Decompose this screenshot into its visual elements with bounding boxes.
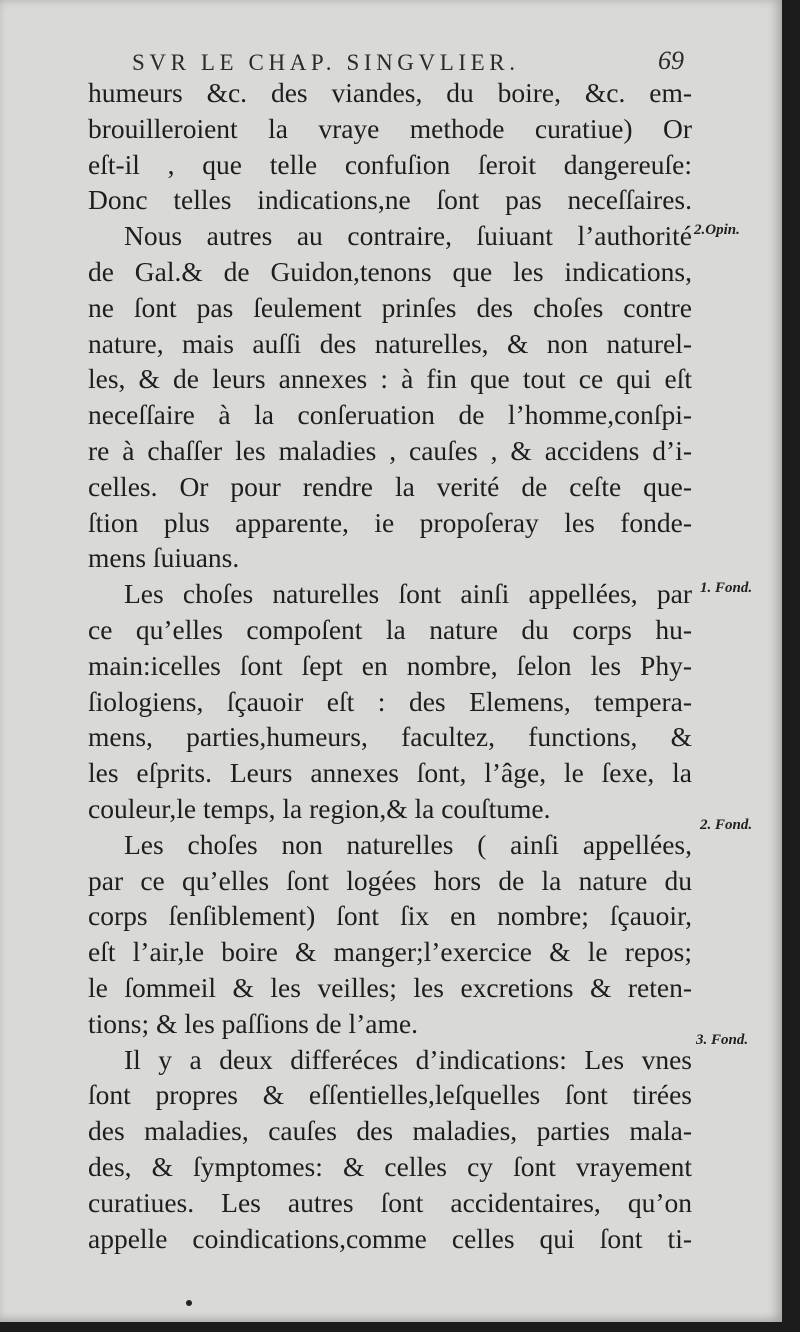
text-line: ne ſont pas ſeulement prinſes des choſes contre (88, 291, 692, 323)
text-line: main:icelles ſont ſept en nombre, ſelon les Phy- (88, 649, 692, 681)
text-line: Nous autres au contraire, ſuiuant l’authorité (124, 220, 692, 252)
text-line: les, & de leurs annexes : à fin que tout ce qui eſt (88, 363, 692, 395)
margin-note: 2. Fond. (700, 817, 753, 833)
margin-note: 3. Fond. (696, 1032, 749, 1048)
text-line: ſtion plus apparente, ie propoſeray les fonde- (88, 506, 692, 538)
text-line: par ce qu’elles ſont logées hors de la nature du (88, 864, 692, 896)
body-text (88, 75, 692, 1256)
ink-speck (186, 1300, 192, 1306)
text-line: Les choſes non naturelles ( ainſi appellées, (124, 828, 692, 860)
text-line: neceſſaire à la conſeruation de l’homme,conſpi- (88, 399, 692, 431)
margin-note: 2.Opin. (694, 222, 740, 238)
text-line: des, & ſymptomes: & celles cy ſont vrayement (88, 1150, 692, 1182)
text-line: les eſprits. Leurs annexes ſont, l’âge, le ſexe, la (88, 757, 692, 789)
text-line: eſt l’air,le boire & manger;l’exercice & le repos; (88, 936, 692, 968)
text-line: Il y a deux differéces d’indications: Les vnes (124, 1043, 692, 1075)
text-line: humeurs &c. des viandes, du boire, &c. em- (88, 77, 692, 108)
text-line: de Gal.& de Guidon,tenons que les indications, (88, 255, 692, 287)
text-line: celles. Or pour rendre la verité de ceſte que- (88, 470, 692, 502)
text-line: couleur,le temps, la region,& la couſtume. (88, 792, 551, 824)
text-line: eſt-il , que telle confuſion ſeroit dangereuſe: (88, 148, 692, 180)
text-line: brouilleroient la vraye methode curatiue) Or (88, 112, 692, 144)
text-line: des maladies, cauſes des maladies, parties mala- (88, 1115, 692, 1147)
text-line: re à chaſſer les maladies , cauſes , & accidens d’i- (88, 434, 692, 466)
page-number: 69 (658, 46, 684, 75)
text-line: Donc telles indications,ne ſont pas neceſſaires. (88, 184, 692, 216)
text-line: le ſommeil & les veilles; les excretions & reten- (88, 971, 692, 1003)
text-line: mens, parties,humeurs, facultez, functions, & (88, 721, 692, 753)
text-line: nature, mais auſſi des naturelles, & non naturel- (88, 327, 692, 359)
text-line: ſont propres & eſſentielles,leſquelles ſont tirées (88, 1079, 692, 1111)
text-line: curatiues. Les autres ſont accidentaires, qu’on (88, 1186, 692, 1218)
text-line: mens ſuiuans. (88, 542, 240, 574)
margin-note: 1. Fond. (700, 580, 753, 596)
text-line: ſiologiens, ſçauoir eſt : des Elemens, tempera- (88, 685, 692, 717)
running-title: SVR LE CHAP. SINGVLIER. (132, 50, 520, 75)
text-line: corps ſenſiblement) ſont ſix en nombre; ſçauoir, (88, 900, 692, 932)
text-line: tions; & les paſſions de l’ame. (88, 1007, 418, 1039)
text-line: appelle coindications,comme celles qui ſont ti- (88, 1222, 692, 1254)
text-line: Les choſes naturelles ſont ainſi appellées, par (124, 578, 692, 610)
text-line: ce qu’elles compoſent la nature du corps hu- (88, 613, 692, 645)
